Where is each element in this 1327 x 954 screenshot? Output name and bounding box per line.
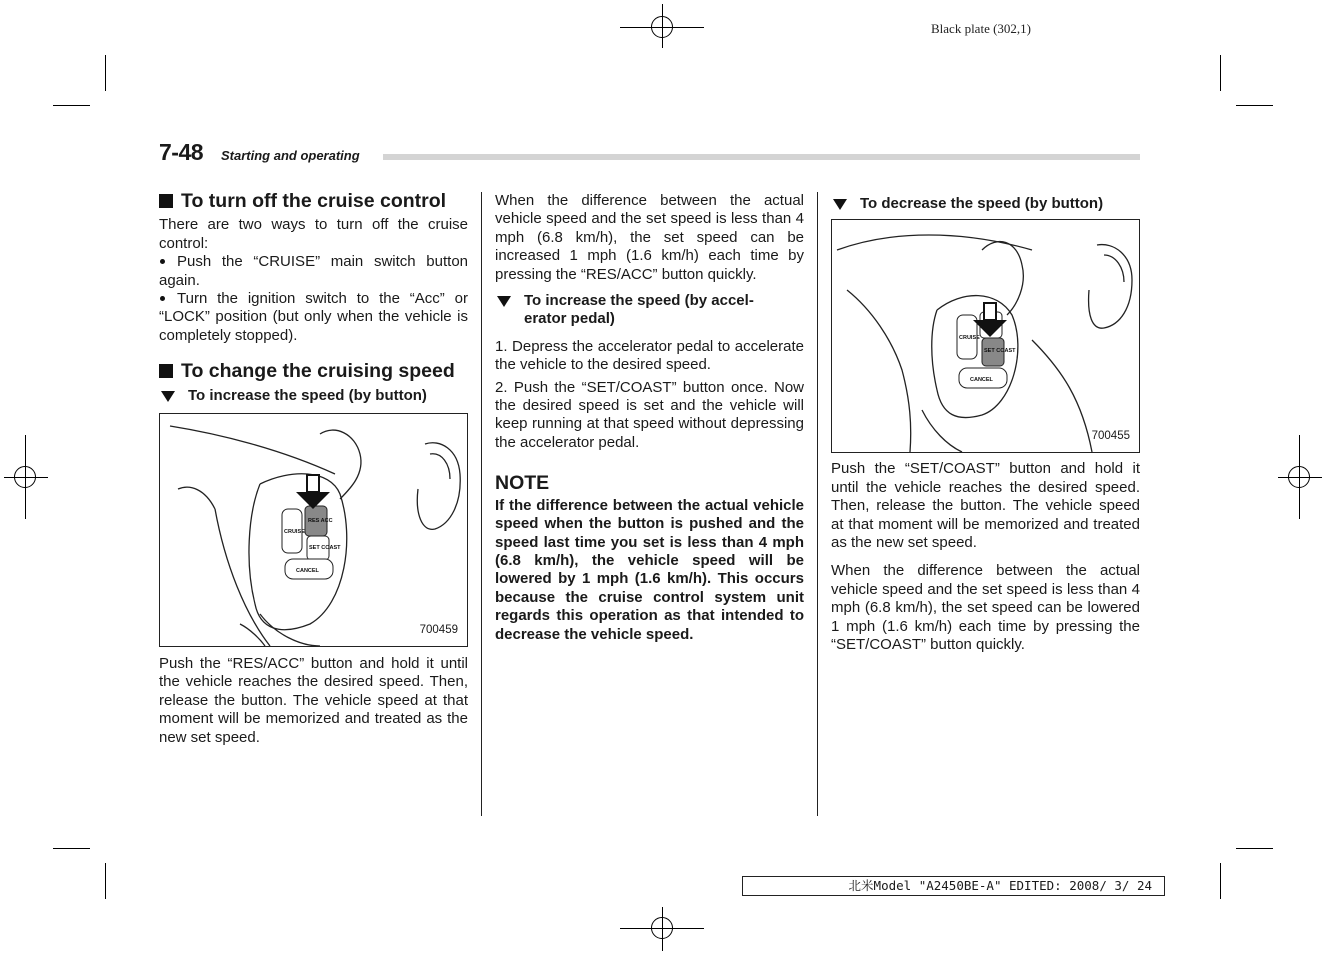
dot-bullet-icon bbox=[160, 296, 165, 301]
heading-turn-off: To turn off the cruise control bbox=[159, 192, 468, 210]
subheading-increase-pedal: To increase the speed (by accel- erator pedal) bbox=[495, 292, 804, 329]
list-item: Push the “CRUISE” main switch button again. bbox=[159, 253, 468, 289]
note-text: If the difference between the actual vehicle speed when the button is pushed and the speed last time you set is less than 4 mph (6.8 km/h), the vehicle speed will be lowered by 1 mph (1.6 km/h). This occurs because the cruise control system unit regards this operation as that intended to decrease the vehicle speed. bbox=[495, 496, 804, 643]
figure-steering-switch-set bbox=[831, 219, 1140, 453]
subheading-increase-button: To increase the speed (by button) bbox=[159, 387, 468, 405]
set-coast-button-label: SET COAST bbox=[984, 348, 1016, 355]
set-coast-button-label: SET COAST bbox=[309, 545, 341, 552]
paragraph: Push the “SET/COAST” button and hold it until the vehicle reaches the desired speed. Then, release the button. The vehicle speed at that moment will be memorized and treated as the new set speed. bbox=[831, 460, 1140, 552]
figure-code: 700459 bbox=[419, 623, 458, 636]
res-acc-button-label: RES ACC bbox=[308, 518, 333, 525]
column-3 bbox=[831, 192, 1140, 654]
triangle-bullet-icon bbox=[161, 391, 175, 402]
column-divider bbox=[817, 192, 818, 816]
note-heading: NOTE bbox=[495, 472, 550, 495]
steering-wheel-illustration bbox=[160, 414, 467, 646]
header-rule bbox=[383, 154, 1140, 160]
step-2: 2. Push the “SET/COAST” button once. Now the desired speed is set and the vehicle will keep running at that speed without depressing the accelerator pedal. bbox=[495, 378, 804, 451]
plate-label: Black plate (302,1) bbox=[931, 21, 1031, 36]
cruise-button-label: CRUISE bbox=[959, 335, 980, 342]
cancel-button-label: CANCEL bbox=[296, 568, 319, 575]
triangle-bullet-icon bbox=[833, 199, 847, 210]
paragraph: There are two ways to turn off the cruise control: bbox=[159, 216, 468, 252]
column-divider bbox=[481, 192, 482, 816]
down-arrow-icon bbox=[296, 474, 330, 509]
paragraph: When the difference between the actual vehicle speed and the set speed is less than 4 mph (6.8 km/h), the set speed can be lowered 1 mph (1.6 km/h) each time by pressing the “SET/COAST” button quickly. bbox=[831, 562, 1140, 654]
dot-bullet-icon bbox=[160, 259, 165, 264]
step-1: 1. Depress the accelerator pedal to accelerate the vehicle to the desired speed. bbox=[495, 337, 804, 374]
figure-code: 700455 bbox=[1091, 430, 1130, 442]
square-bullet-icon bbox=[159, 194, 173, 208]
steering-wheel-illustration bbox=[832, 220, 1139, 452]
column-2 bbox=[495, 192, 804, 644]
edit-info-box: 北米Model "A2450BE-A" EDITED: 2008/ 3/ 24 bbox=[742, 876, 1165, 896]
heading-change-speed: To change the cruising speed bbox=[159, 362, 468, 380]
cancel-button-label: CANCEL bbox=[970, 377, 993, 384]
paragraph: When the difference between the actual vehicle speed and the set speed is less than 4 mph (6.8 km/h), the set speed can be increased 1 mph (1.6 km/h) each time by pressing the “RES/ACC” button quickly. bbox=[495, 192, 804, 283]
paragraph: Push the “RES/ACC” button and hold it until the vehicle reaches the desired speed. Then, release the button. The vehicle speed at that moment will be memorized and treated as the new set speed. bbox=[159, 655, 468, 746]
figure-steering-switch-res bbox=[159, 413, 468, 647]
list-item: Turn the ignition switch to the “Acc” or “LOCK” position (but only when the vehicle is completely stopped). bbox=[159, 290, 468, 344]
cruise-button-label: CRUISE bbox=[284, 529, 305, 536]
section-title: Starting and operating bbox=[221, 148, 360, 163]
column-1 bbox=[159, 192, 468, 747]
triangle-bullet-icon bbox=[497, 296, 511, 307]
page-number: 7-48 bbox=[159, 139, 204, 165]
square-bullet-icon bbox=[159, 364, 173, 378]
subheading-decrease-button: To decrease the speed (by button) bbox=[831, 195, 1140, 213]
